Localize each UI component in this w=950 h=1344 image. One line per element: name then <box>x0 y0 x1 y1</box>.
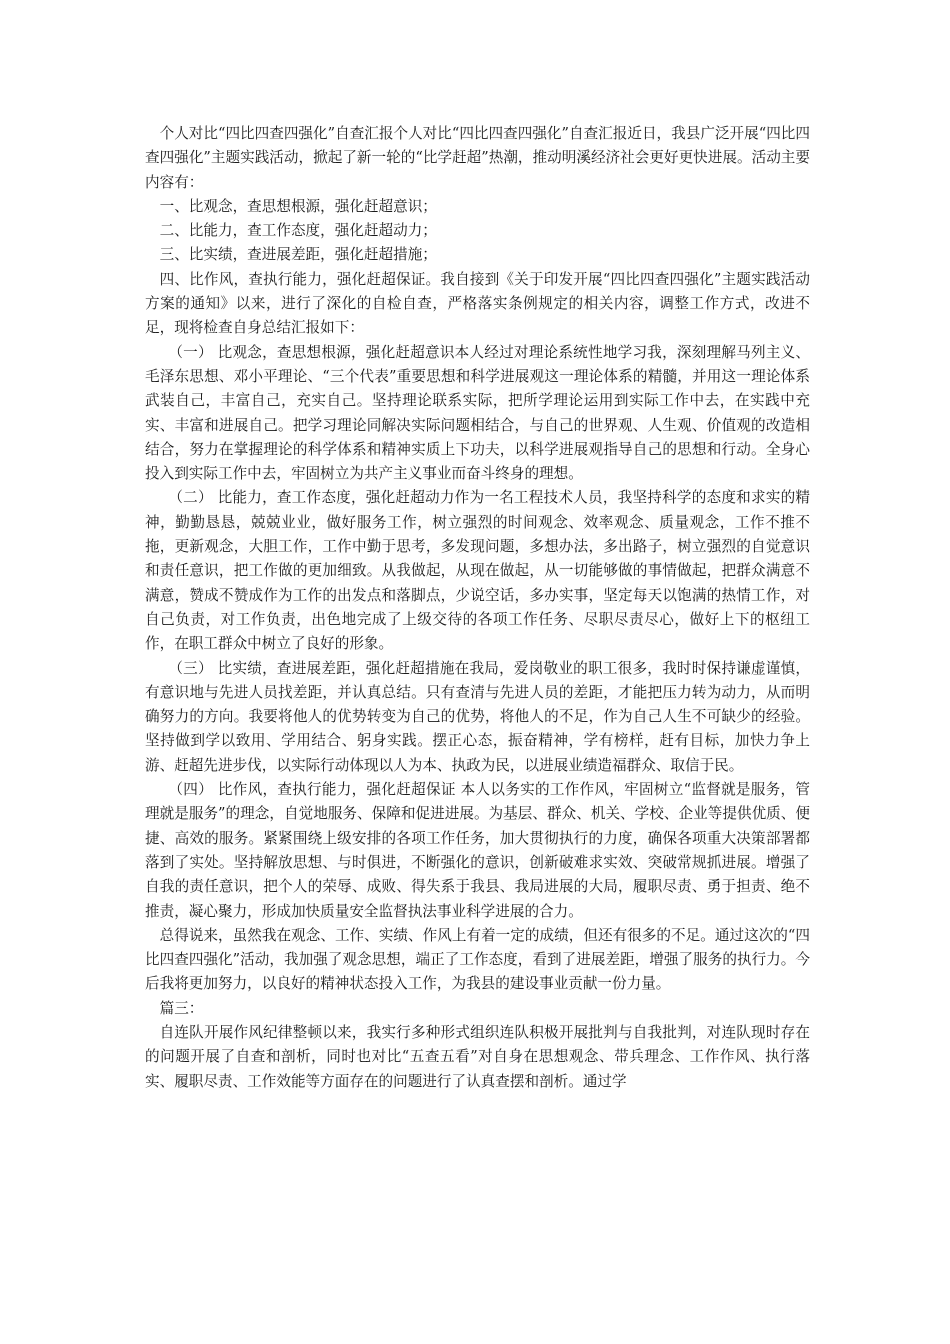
paragraph-part3-body: 自连队开展作风纪律整顿以来，我实行多种形式组织连队积极开展批判与自我批判，对连队现时存在的问题开展了自查和剖析，同时也对比“五查五看”对自身在思想观念、带兵理念、工作作风、执行落实、履职尽责、工作效能等方面存在的问题进行了认真查摆和剖析。通过学 <box>145 1023 810 1090</box>
paragraph-section-2: （二） 比能力，查工作态度，强化赶超动力作为一名工程技术人员，我坚持科学的态度和求实的精神，勤勤恳恳，兢兢业业，做好服务工作，树立强烈的时间观念、效率观念、质量观念，工作不推不拖，更新观念，大胆工作，工作中勤于思考，多发现问题，多想办法，多出路子，树立强烈的自觉意识和责任意识，把工作做的更加细致。从我做起，从现在做起，从一切能够做的事情做起，把群众满意不满意，赞成不赞成作为工作的出发点和落脚点，少说空话，多办实事，坚定每天以饱满的热情工作，对自己负责，对工作负责，出色地完成了上级交待的各项工作任务、尽职尽责尽心，做好上下的枢纽工作，在职工群众中树立了良好的形象。 <box>145 489 810 653</box>
paragraph-section-4: （四） 比作风，查执行能力，强化赶超保证 本人以务实的工作作风，牢固树立“监督就是服务，管理就是服务”的理念，自觉地服务、保障和促进进展。为基层、群众、机关、学校、企业等提供优质、便捷、高效的服务。紧紧围绕上级安排的各项工作任务，加大贯彻执行的力度，确保各项重大决策部署都落到了实处。坚持解放思想、与时俱进，不断强化的意识，创新破难求实效、突破常规抓进展。增强了自我的责任意识，把个人的荣辱、成败、得失系于我县、我局进展的大局，履职尽责、勇于担责、绝不推责，凝心聚力，形成加快质量安全监督执法事业科学进展的合力。 <box>145 781 810 920</box>
document-body <box>145 122 810 1094</box>
paragraph-item-1: 一、比观念，查思想根源，强化赶超意识； <box>159 197 437 215</box>
paragraph-summary: 总得说来，虽然我在观念、工作、实绩、作风上有着一定的成绩，但还有很多的不足。通过这次的“四比四查四强化”活动，我加强了观念思想，端正了工作态度，看到了进展差距，增强了服务的执行力。今后我将更加努力，以良好的精神状态投入工作，为我县的建设事业贡献一份力量。 <box>145 926 810 993</box>
paragraph-item-3: 三、比实绩，查进展差距，强化赶超措施； <box>159 246 437 264</box>
paragraph-section-1: （一） 比观念，查思想根源，强化赶超意识本人经过对理论系统性地学习我，深刻理解马列主义、毛泽东思想、邓小平理论、“三个代表”重要思想和科学进展观这一理论体系的精髓，并用这一理论体系武装自己，丰富自己，充实自己。坚持理论联系实际，把所学理论运用到实际工作中去，在实践中充实、丰富和进展自己。把学习理论同解决实际问题相结合，与自己的世界观、人生观、价值观的改造相结合，努力在掌握理论的科学体系和精神实质上下功夫，以科学进展观指导自己的思想和行动。全身心投入到实际工作中去，牢固树立为共产主义事业而奋斗终身的理想。 <box>145 343 810 483</box>
paragraph-section-3: （三） 比实绩，查进展差距，强化赶超措施在我局，爱岗敬业的职工很多，我时时保持谦虚谨慎，有意识地与先进人员找差距，并认真总结。只有查清与先进人员的差距，才能把压力转为动力，从而明确努力的方向。我要将他人的优势转变为自己的优势，将他人的不足，作为自己人生不可缺少的经验。坚持做到学以致用、学用结合、躬身实践。摆正心态，振奋精神，学有榜样，赶有目标，加快力争上游、赶超先进步伐，以实际行动体现以人为本、执政为民，以进展业绩造福群众、取信于民。 <box>145 659 810 774</box>
paragraph-heading-part3: 篇三： <box>159 999 204 1017</box>
paragraph-item-4: 四、比作风，查执行能力，强化赶超保证。我自接到《关于印发开展“四比四查四强化”主题实践活动方案的通知》以来，进行了深化的自检自查，严格落实条例规定的相关内容，调整工作方式，改进不足，现将检查自身总结汇报如下： <box>145 270 810 337</box>
paragraph-intro: 个人对比“四比四查四强化”自查汇报个人对比“四比四查四强化”自查汇报近日，我县广泛开展“四比四查四强化”主题实践活动，掀起了新一轮的“比学赶超”热潮，推动明溪经济社会更好更快进展。活动主要内容有： <box>145 125 810 191</box>
paragraph-item-2: 二、比能力，查工作态度，强化赶超动力； <box>159 222 437 240</box>
